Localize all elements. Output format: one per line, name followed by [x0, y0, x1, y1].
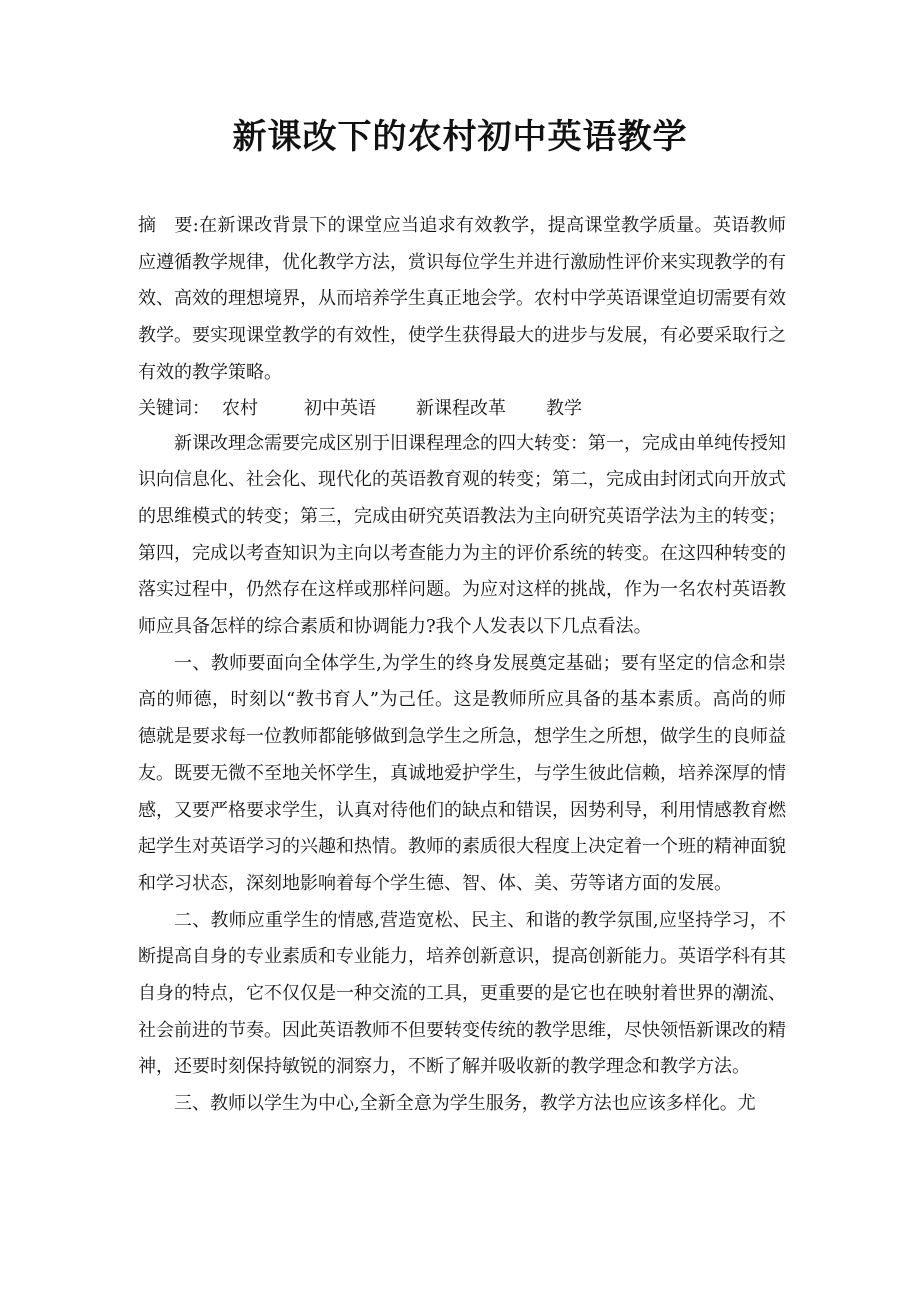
keyword-item: 初中英语: [304, 397, 376, 419]
abstract-label-second: 要:: [174, 215, 199, 236]
body-paragraph-two: 二、教师应重学生的情感,营造宽松、民主、和谐的教学氛围,应坚持学习，不断提高自身的专业素质和专业能力，培养创新意识，提高创新能力。英语学科有其自身的特点，它不仅仅是一种交流的工具，更重要的是它也在映射着世界的潮流、社会前进的节奏。因此英语教师不但要转变传统的教学思维，尽快领悟新课改的精神，还要时刻保持敏锐的洞察力，不断了解并吸收新的教学理念和教学方法。: [138, 909, 786, 1078]
body-paragraph-three: 三、教师以学生为中心,全新全意为学生服务，教学方法也应该多样化。尤: [174, 1093, 756, 1115]
keywords-label: 关键词：: [138, 397, 210, 419]
keyword-item: 教学: [546, 397, 582, 419]
document-body: [138, 208, 786, 1123]
keyword-item: 新课程改革: [416, 397, 506, 419]
abstract-paragraph: [138, 208, 786, 392]
keyword-item: 农村: [222, 397, 258, 419]
body-paragraph-intro: 新课改理念需要完成区别于旧课程理念的四大转变：第一，完成由单纯传授知识向信息化、社会化、现代化的英语教育观的转变；第二，完成由封闭式向开放式的思维模式的转变；第三，完成由研究英语教法为主向研究英语学法为主的转变；第四，完成以考查知识为主向以考查能力为主的评价系统的转变。在这四种转变的落实过程中，仍然存在这样或那样问题。为应对这样的挑战，作为一名农村英语教师应具备怎样的综合素质和协调能力?我个人发表以下几点看法。: [138, 432, 786, 638]
document-title: 新课改下的农村初中英语教学: [232, 117, 688, 157]
abstract-label-first: 摘: [138, 215, 156, 236]
keywords-line: [138, 392, 786, 426]
abstract-text: 在新课改背景下的课堂应当追求有效教学，提高课堂教学质量。英语教师应遵循教学规律，优化教学方法，赏识每位学生并进行激励性评价来实现教学的有效、高效的理想境界，从而培养学生真正地会学。农村中学英语课堂迫切需要有效教学。要实现课堂教学的有效性，使学生获得最大的进步与发展，有必要采取行之有效的教学策略。: [138, 215, 786, 383]
body-paragraph-one: 一、教师要面向全体学生,为学生的终身发展奠定基础；要有坚定的信念和崇高的师德，时刻以“教书育人”为己任。这是教师所应具备的基本素质。高尚的师德就是要求每一位教师都能够做到急学生之所急，想学生之所想，做学生的良师益友。既要无微不至地关怀学生，真诚地爱护学生，与学生彼此信赖，培养深厚的情感，又要严格要求学生，认真对待他们的缺点和错误，因势利导，利用情感教育燃起学生对英语学习的兴趣和热情。教师的素质很大程度上决定着一个班的精神面貌和学习状态，深刻地影响着每个学生德、智、体、美、劳等诸方面的发展。: [138, 652, 786, 894]
